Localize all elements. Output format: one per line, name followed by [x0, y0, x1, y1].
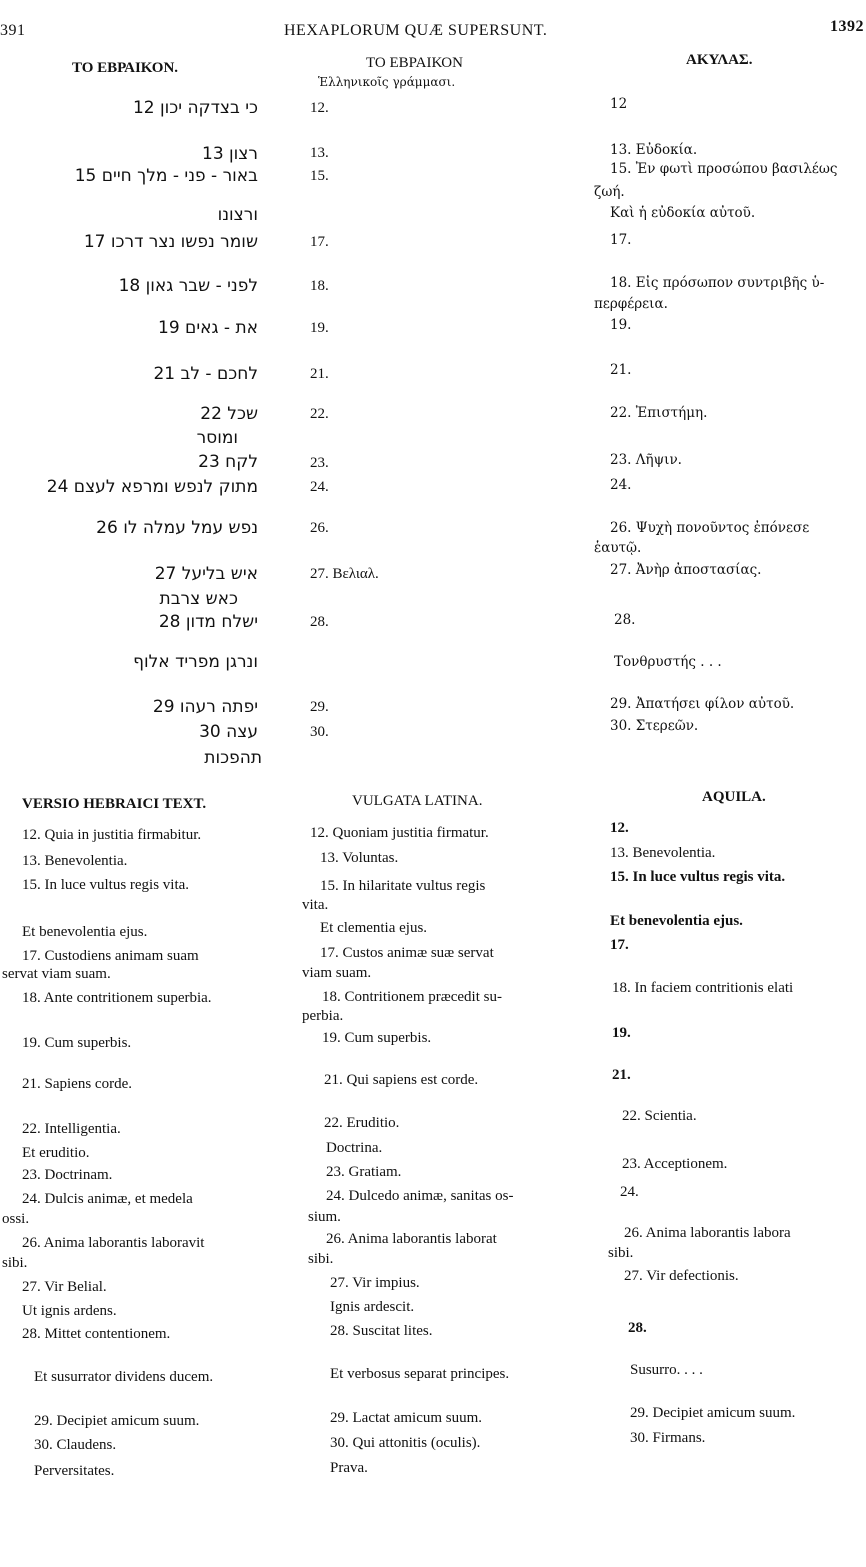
- col-aquila-greek-heading: ΑΚΥΛΑΣ.: [686, 52, 753, 68]
- greek-line: Τονθρυστής . . .: [614, 654, 722, 670]
- translit-line: 24.: [310, 479, 329, 495]
- greek-line: ἑαυτῷ.: [594, 540, 642, 556]
- greek-line: 29. Ἀπατήσει φίλον αὐτοῦ.: [610, 696, 795, 712]
- greek-line: 22. Ἐπιστήμη.: [610, 405, 708, 421]
- translit-line: 27. Βελιαλ.: [310, 566, 379, 582]
- running-title: HEXAPLORUM QUÆ SUPERSUNT.: [284, 22, 548, 39]
- greek-line: Καὶ ἡ εὐδοκία αὐτοῦ.: [610, 205, 756, 221]
- hebrew-line: ומוסר: [196, 428, 238, 448]
- greek-line: ζωή.: [594, 184, 625, 200]
- vulgata-line: perbia.: [302, 1008, 344, 1024]
- versio-line: Ut ignis ardens.: [22, 1303, 117, 1319]
- versio-line: 17. Custodiens animam suam: [22, 948, 199, 964]
- vulgata-line: 28. Suscitat lites.: [330, 1323, 433, 1339]
- aquila-latin-line: 27. Vir defectionis.: [624, 1268, 739, 1284]
- greek-line: περφέρεια.: [594, 296, 668, 312]
- vulgata-line: sibi.: [308, 1251, 334, 1267]
- greek-line: 28.: [614, 612, 636, 628]
- translit-line: 19.: [310, 320, 329, 336]
- aquila-latin-line: 23. Acceptionem.: [622, 1156, 728, 1172]
- aquila-latin-line: 19.: [612, 1025, 631, 1041]
- vulgata-line: 26. Anima laborantis laborat: [326, 1231, 497, 1247]
- versio-line: 27. Vir Belial.: [22, 1279, 107, 1295]
- vulgata-line: Et clementia ejus.: [320, 920, 428, 936]
- col-aquila-latin-heading: AQUILA.: [702, 789, 766, 805]
- hebrew-line: רצון 13: [202, 144, 258, 164]
- versio-line: 24. Dulcis animæ, et medela: [22, 1191, 193, 1207]
- versio-line: ossi.: [2, 1211, 30, 1227]
- greek-line: 13. Εὐδοκία.: [610, 142, 698, 158]
- versio-line: 28. Mittet contentionem.: [22, 1326, 171, 1342]
- versio-line: Et susurrator dividens ducem.: [34, 1369, 214, 1385]
- vulgata-line: Ignis ardescit.: [330, 1299, 415, 1315]
- hebrew-line: שכל 22: [200, 404, 258, 424]
- versio-line: 18. Ante contritionem superbia.: [22, 990, 212, 1006]
- translit-line: 17.: [310, 234, 329, 250]
- versio-line: 15. In luce vultus regis vita.: [22, 877, 190, 893]
- col-hebrew-heading: ΤΟ ΕΒΡΑΙΚΟΝ.: [72, 60, 179, 76]
- translit-line: 21.: [310, 366, 329, 382]
- hebrew-line: לחכם - לב 21: [153, 364, 258, 384]
- aquila-latin-line: 21.: [612, 1067, 631, 1083]
- hebrew-line: תהפכות: [204, 748, 262, 768]
- versio-line: 12. Quia in justitia firmabitur.: [22, 827, 202, 843]
- vulgata-line: 15. In hilaritate vultus regis: [320, 878, 486, 894]
- page-number-left: 391: [0, 22, 26, 39]
- hebrew-line: לפני - שבר גאון 18: [118, 276, 258, 296]
- aquila-latin-line: 13. Benevolentia.: [610, 845, 716, 861]
- translit-line: 12.: [310, 100, 329, 116]
- aquila-latin-line: 15. In luce vultus regis vita.: [610, 869, 786, 885]
- aquila-latin-line: sibi.: [608, 1245, 634, 1261]
- hebrew-line: ורצונו: [217, 205, 258, 225]
- greek-line: 30. Στερεῶν.: [610, 718, 699, 734]
- vulgata-line: vita.: [302, 897, 329, 913]
- versio-line: sibi.: [2, 1255, 28, 1271]
- hebrew-line: ישלח מדון 28: [158, 612, 258, 632]
- translit-line: 18.: [310, 278, 329, 294]
- versio-line: 29. Decipiet amicum suum.: [34, 1413, 200, 1429]
- hebrew-line: את - גאים 19: [158, 318, 258, 338]
- greek-line: 21.: [610, 362, 632, 378]
- aquila-latin-line: 29. Decipiet amicum suum.: [630, 1405, 796, 1421]
- aquila-latin-line: 28.: [628, 1320, 647, 1336]
- translit-line: 28.: [310, 614, 329, 630]
- hebrew-line: מתוק לנפש ומרפא לעצם 24: [46, 477, 258, 497]
- col-translit-subheading: Ἑλληνικοῖς γράμμασι.: [318, 75, 456, 89]
- hebrew-line: איש בליעל 27: [154, 564, 258, 584]
- hebrew-line: באור - פני - מלך חיים 15: [74, 166, 258, 186]
- greek-line: 26. Ψυχὴ πονοῦντος ἐπόνεσε: [610, 520, 810, 536]
- versio-line: 26. Anima laborantis laboravit: [22, 1235, 205, 1251]
- vulgata-line: 18. Contritionem præcedit su-: [322, 989, 502, 1005]
- translit-line: 13.: [310, 145, 329, 161]
- versio-line: Et eruditio.: [22, 1145, 90, 1161]
- vulgata-line: 19. Cum superbis.: [322, 1030, 432, 1046]
- versio-line: 23. Doctrinam.: [22, 1167, 113, 1183]
- greek-line: 12: [610, 96, 628, 112]
- vulgata-line: Doctrina.: [326, 1140, 383, 1156]
- vulgata-line: 21. Qui sapiens est corde.: [324, 1072, 479, 1088]
- hebrew-line: כאש צרבת: [159, 589, 238, 609]
- vulgata-line: 24. Dulcedo animæ, sanitas os-: [326, 1188, 514, 1204]
- vulgata-line: 29. Lactat amicum suum.: [330, 1410, 483, 1426]
- versio-line: 21. Sapiens corde.: [22, 1076, 132, 1092]
- greek-line: 27. Ἀνὴρ ἀποστασίας.: [610, 562, 762, 578]
- aquila-latin-line: 12.: [610, 820, 629, 836]
- translit-line: 15.: [310, 168, 329, 184]
- vulgata-line: Prava.: [330, 1460, 368, 1476]
- vulgata-line: Et verbosus separat principes.: [330, 1366, 510, 1382]
- page-number-right: 1392: [830, 18, 864, 35]
- greek-line: 18. Εἰς πρόσωπον συντριβῆς ὑ-: [610, 275, 825, 291]
- greek-line: 23. Λῆψιν.: [610, 452, 682, 468]
- versio-line: 19. Cum superbis.: [22, 1035, 132, 1051]
- aquila-latin-line: 17.: [610, 937, 629, 953]
- vulgata-line: 13. Voluntas.: [320, 850, 399, 866]
- vulgata-line: 27. Vir impius.: [330, 1275, 420, 1291]
- greek-line: 15. Ἐν φωτὶ προσώπου βασιλέως: [610, 161, 838, 177]
- aquila-latin-line: 26. Anima laborantis labora: [624, 1225, 791, 1241]
- aquila-latin-line: Susurro. . . .: [630, 1362, 703, 1378]
- hebrew-line: שומר נפשו נצר דרכו 17: [83, 232, 258, 252]
- translit-line: 30.: [310, 724, 329, 740]
- vulgata-line: sium.: [308, 1209, 341, 1225]
- versio-line: Et benevolentia ejus.: [22, 924, 148, 940]
- greek-line: 17.: [610, 232, 632, 248]
- hebrew-line: יפתה רעהו 29: [152, 697, 258, 717]
- col-vulgata-heading: VULGATA LATINA.: [352, 793, 483, 809]
- vulgata-line: 30. Qui attonitis (oculis).: [330, 1435, 481, 1451]
- vulgata-line: 22. Eruditio.: [324, 1115, 400, 1131]
- greek-line: 19.: [610, 317, 632, 333]
- translit-line: 29.: [310, 699, 329, 715]
- vulgata-line: 23. Gratiam.: [326, 1164, 402, 1180]
- greek-line: 24.: [610, 477, 632, 493]
- hebrew-line: כי בצדקה יכון 12: [132, 98, 258, 118]
- translit-line: 22.: [310, 406, 329, 422]
- versio-line: 13. Benevolentia.: [22, 853, 128, 869]
- aquila-latin-line: 30. Firmans.: [630, 1430, 706, 1446]
- aquila-latin-line: 22. Scientia.: [622, 1108, 697, 1124]
- versio-line: 30. Claudens.: [34, 1437, 117, 1453]
- translit-line: 26.: [310, 520, 329, 536]
- hebrew-line: עצה 30: [199, 722, 258, 742]
- col-translit-heading: ΤΟ ΕΒΡΑΙΚΟΝ: [366, 55, 463, 71]
- vulgata-line: 17. Custos animæ suæ servat: [320, 945, 494, 961]
- aquila-latin-line: 24.: [620, 1184, 639, 1200]
- versio-line: Perversitates.: [34, 1463, 115, 1479]
- aquila-latin-line: Et benevolentia ejus.: [610, 913, 743, 929]
- hebrew-line: לקח 23: [198, 452, 258, 472]
- col-versio-heading: VERSIO HEBRAICI TEXT.: [22, 796, 207, 812]
- vulgata-line: viam suam.: [302, 965, 372, 981]
- versio-line: servat viam suam.: [2, 966, 111, 982]
- aquila-latin-line: 18. In faciem contritionis elati: [612, 980, 794, 996]
- hebrew-line: ונרגן מפריד אלוף: [133, 652, 258, 672]
- versio-line: 22. Intelligentia.: [22, 1121, 121, 1137]
- hebrew-line: נפש עמל עמלה לו 26: [96, 518, 258, 538]
- vulgata-line: 12. Quoniam justitia firmatur.: [310, 825, 489, 841]
- translit-line: 23.: [310, 455, 329, 471]
